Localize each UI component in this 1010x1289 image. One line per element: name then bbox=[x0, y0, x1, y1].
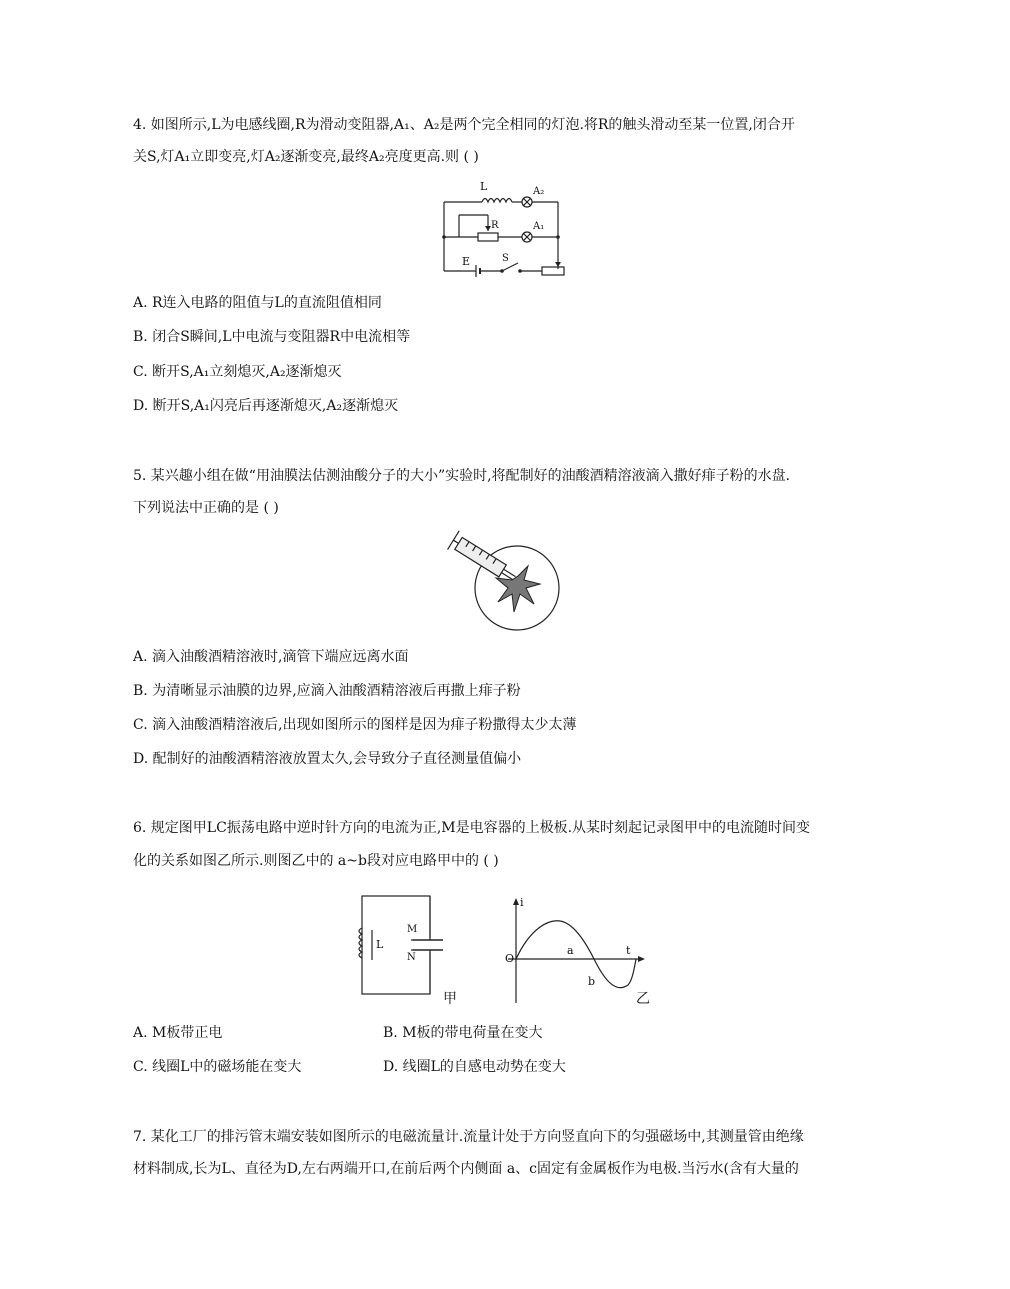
q4-fig-label-L: L bbox=[480, 180, 488, 193]
q6-stem-line-1: 6. 规定图甲LC振荡电路中逆时针方向的电流为正,M是电容器的上极板.从某时刻起记录图甲中的电流随时间变 bbox=[133, 820, 811, 836]
q5-option-d: D. 配制好的油酸酒精溶液放置太久,会导致分子直径测量值偏小 bbox=[133, 751, 522, 767]
q4-option-d: D. 断开S,A₁闪亮后再逐渐熄灭,A₂逐渐熄灭 bbox=[133, 398, 399, 414]
q4-circuit-diagram bbox=[430, 175, 580, 280]
q4-fig-label-A1: A₁ bbox=[533, 221, 545, 232]
q5-option-c: C. 滴入油酸酒精溶液后,出现如图所示的图样是因为痱子粉撒得太少太薄 bbox=[133, 717, 577, 733]
q4-fig-label-A2: A₂ bbox=[533, 186, 545, 197]
q6-fig-label-b: b bbox=[588, 975, 596, 988]
q7-stem-line-2: 材料制成,长为L、直径为D,左右两端开口,在前后两个内侧面 a、c固定有金属板作为电极.当污水(含有大量的 bbox=[133, 1161, 799, 1177]
q5-stem-line-2: 下列说法中正确的是 ( ) bbox=[133, 500, 279, 516]
q5-dropper-oil-film-diagram bbox=[440, 528, 570, 634]
q6-fig-label-M: M bbox=[407, 924, 418, 935]
q6-fig-label-a: a bbox=[567, 944, 574, 957]
q6-fig-label-i: i bbox=[520, 896, 524, 909]
q4-fig-label-R: R bbox=[491, 220, 499, 231]
q4-option-b: B. 闭合S瞬间,L中电流与变阻器R中电流相等 bbox=[133, 329, 411, 345]
q6-fig-label-O: O bbox=[505, 952, 515, 965]
q7-stem-line-1: 7. 某化工厂的排污管末端安装如图所示的电磁流量计.流量计处于方向竖直向下的匀强磁场中,其测量管由绝缘 bbox=[133, 1129, 804, 1145]
q6-option-c: C. 线圈L中的磁场能在变大 bbox=[133, 1059, 302, 1075]
q4-option-c: C. 断开S,A₁立刻熄灭,A₂逐渐熄灭 bbox=[133, 364, 342, 380]
q6-fig-label-yi: 乙 bbox=[636, 991, 650, 1007]
q6-fig-label-t: t bbox=[626, 944, 631, 957]
q4-fig-label-S: S bbox=[502, 253, 509, 264]
q6-option-d: D. 线圈L的自感电动势在变大 bbox=[383, 1059, 566, 1075]
q6-lc-circuit-diagram bbox=[355, 890, 455, 1000]
q6-option-a: A. M板带正电 bbox=[133, 1025, 223, 1041]
q4-stem-line-2: 关S,灯A₁立即变亮,灯A₂逐渐变亮,最终A₂亮度更高.则 ( ) bbox=[133, 149, 479, 165]
q6-fig-label-L: L bbox=[376, 938, 384, 951]
q6-fig-label-jia: 甲 bbox=[443, 991, 457, 1007]
q6-fig-label-N: N bbox=[407, 952, 416, 963]
q5-option-a: A. 滴入油酸酒精溶液时,滴管下端应远离水面 bbox=[133, 649, 409, 665]
q4-option-a: A. R连入电路的阻值与L的直流阻值相同 bbox=[133, 295, 382, 311]
q4-stem-line-1: 4. 如图所示,L为电感线圈,R为滑动变阻器,A₁、A₂是两个完全相同的灯泡.将R的触头滑动至某一位置,闭合开 bbox=[133, 117, 795, 133]
q6-stem-line-2: 化的关系如图乙所示.则图乙中的 a~b段对应电路甲中的 ( ) bbox=[133, 853, 499, 869]
q6-option-b: B. M板的带电荷量在变大 bbox=[383, 1025, 543, 1041]
q5-stem-line-1: 5. 某兴趣小组在做“用油膜法估测油酸分子的大小”实验时,将配制好的油酸酒精溶液滴入撒好痱子粉的水盘. bbox=[133, 468, 791, 484]
q4-fig-label-E: E bbox=[462, 255, 471, 268]
q5-option-b: B. 为清晰显示油膜的边界,应滴入油酸酒精溶液后再撒上痱子粉 bbox=[133, 683, 521, 699]
